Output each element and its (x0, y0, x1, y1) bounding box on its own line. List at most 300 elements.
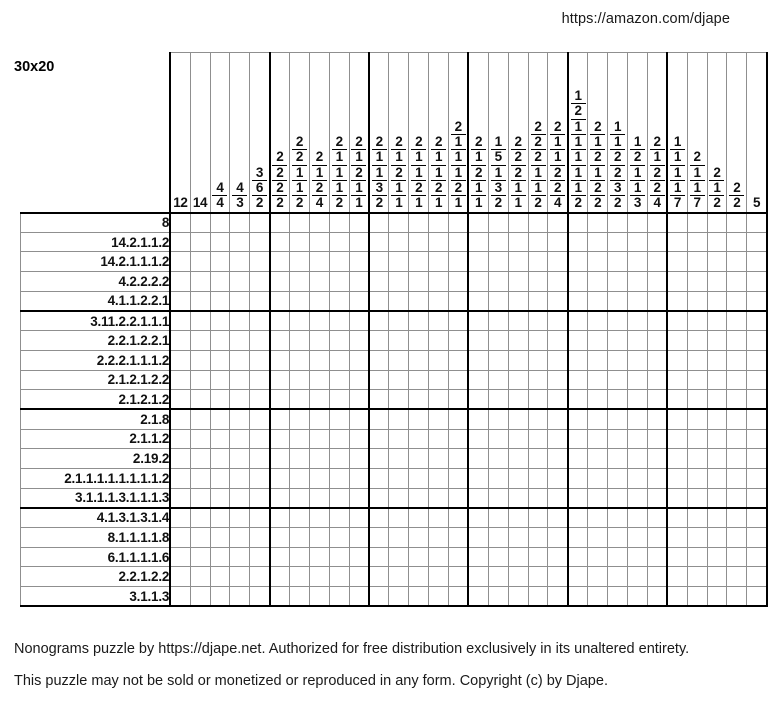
grid-cell[interactable] (369, 370, 389, 390)
grid-cell[interactable] (210, 587, 230, 607)
grid-cell[interactable] (349, 272, 369, 292)
grid-cell[interactable] (290, 567, 310, 587)
grid-cell[interactable] (230, 449, 250, 469)
grid-cell[interactable] (588, 370, 608, 390)
grid-cell[interactable] (190, 429, 210, 449)
grid-cell[interactable] (608, 311, 628, 331)
grid-cell[interactable] (329, 567, 349, 587)
grid-cell[interactable] (707, 508, 727, 528)
grid-cell[interactable] (727, 272, 747, 292)
grid-cell[interactable] (369, 252, 389, 272)
grid-cell[interactable] (667, 291, 687, 311)
grid-cell[interactable] (230, 272, 250, 292)
grid-cell[interactable] (210, 291, 230, 311)
grid-cell[interactable] (647, 232, 667, 252)
grid-cell[interactable] (528, 350, 548, 370)
grid-cell[interactable] (429, 449, 449, 469)
grid-cell[interactable] (548, 409, 568, 429)
grid-cell[interactable] (528, 488, 548, 508)
grid-cell[interactable] (429, 232, 449, 252)
grid-cell[interactable] (449, 508, 469, 528)
grid-cell[interactable] (747, 528, 767, 548)
grid-cell[interactable] (647, 429, 667, 449)
grid-cell[interactable] (270, 252, 290, 272)
grid-cell[interactable] (608, 547, 628, 567)
grid-cell[interactable] (687, 547, 707, 567)
grid-cell[interactable] (687, 508, 707, 528)
grid-cell[interactable] (568, 252, 588, 272)
grid-cell[interactable] (449, 567, 469, 587)
grid-cell[interactable] (369, 390, 389, 410)
grid-cell[interactable] (270, 449, 290, 469)
grid-cell[interactable] (170, 331, 190, 351)
grid-cell[interactable] (667, 370, 687, 390)
grid-cell[interactable] (309, 488, 329, 508)
grid-cell[interactable] (647, 390, 667, 410)
grid-cell[interactable] (309, 390, 329, 410)
grid-cell[interactable] (389, 567, 409, 587)
grid-cell[interactable] (727, 350, 747, 370)
grid-cell[interactable] (210, 350, 230, 370)
grid-cell[interactable] (667, 547, 687, 567)
grid-cell[interactable] (449, 488, 469, 508)
grid-cell[interactable] (270, 390, 290, 410)
grid-cell[interactable] (290, 390, 310, 410)
grid-cell[interactable] (429, 370, 449, 390)
grid-cell[interactable] (508, 567, 528, 587)
grid-cell[interactable] (548, 547, 568, 567)
grid-cell[interactable] (369, 213, 389, 233)
grid-cell[interactable] (488, 390, 508, 410)
grid-cell[interactable] (647, 311, 667, 331)
grid-cell[interactable] (747, 370, 767, 390)
grid-cell[interactable] (528, 311, 548, 331)
grid-cell[interactable] (508, 331, 528, 351)
grid-cell[interactable] (548, 468, 568, 488)
grid-cell[interactable] (349, 232, 369, 252)
grid-cell[interactable] (369, 272, 389, 292)
grid-cell[interactable] (528, 567, 548, 587)
grid-cell[interactable] (210, 547, 230, 567)
grid-cell[interactable] (270, 311, 290, 331)
grid-cell[interactable] (608, 291, 628, 311)
grid-cell[interactable] (349, 528, 369, 548)
grid-cell[interactable] (230, 390, 250, 410)
grid-cell[interactable] (608, 429, 628, 449)
grid-cell[interactable] (190, 528, 210, 548)
grid-cell[interactable] (349, 488, 369, 508)
grid-cell[interactable] (369, 528, 389, 548)
grid-cell[interactable] (449, 350, 469, 370)
grid-cell[interactable] (170, 488, 190, 508)
grid-cell[interactable] (329, 350, 349, 370)
grid-cell[interactable] (329, 370, 349, 390)
grid-cell[interactable] (508, 272, 528, 292)
grid-cell[interactable] (707, 331, 727, 351)
grid-cell[interactable] (667, 508, 687, 528)
grid-cell[interactable] (667, 272, 687, 292)
grid-cell[interactable] (628, 468, 648, 488)
grid-cell[interactable] (409, 291, 429, 311)
grid-cell[interactable] (290, 370, 310, 390)
grid-cell[interactable] (190, 232, 210, 252)
grid-cell[interactable] (667, 213, 687, 233)
grid-cell[interactable] (568, 311, 588, 331)
grid-cell[interactable] (647, 350, 667, 370)
grid-cell[interactable] (429, 547, 449, 567)
grid-cell[interactable] (449, 547, 469, 567)
grid-cell[interactable] (588, 488, 608, 508)
grid-cell[interactable] (488, 488, 508, 508)
grid-cell[interactable] (647, 252, 667, 272)
grid-cell[interactable] (170, 429, 190, 449)
grid-cell[interactable] (309, 547, 329, 567)
grid-cell[interactable] (588, 232, 608, 252)
grid-cell[interactable] (290, 272, 310, 292)
grid-cell[interactable] (488, 429, 508, 449)
grid-cell[interactable] (309, 232, 329, 252)
grid-cell[interactable] (528, 370, 548, 390)
grid-cell[interactable] (389, 232, 409, 252)
grid-cell[interactable] (270, 567, 290, 587)
grid-cell[interactable] (568, 468, 588, 488)
grid-cell[interactable] (230, 488, 250, 508)
grid-cell[interactable] (568, 350, 588, 370)
grid-cell[interactable] (429, 488, 449, 508)
grid-cell[interactable] (528, 232, 548, 252)
grid-cell[interactable] (508, 409, 528, 429)
grid-cell[interactable] (588, 449, 608, 469)
grid-cell[interactable] (687, 587, 707, 607)
grid-cell[interactable] (250, 213, 270, 233)
grid-cell[interactable] (568, 291, 588, 311)
grid-cell[interactable] (449, 291, 469, 311)
grid-cell[interactable] (488, 232, 508, 252)
grid-cell[interactable] (429, 390, 449, 410)
grid-cell[interactable] (270, 291, 290, 311)
grid-cell[interactable] (190, 488, 210, 508)
grid-cell[interactable] (628, 409, 648, 429)
grid-cell[interactable] (190, 291, 210, 311)
grid-cell[interactable] (349, 350, 369, 370)
grid-cell[interactable] (548, 567, 568, 587)
grid-cell[interactable] (628, 370, 648, 390)
grid-cell[interactable] (250, 350, 270, 370)
grid-cell[interactable] (329, 213, 349, 233)
grid-cell[interactable] (230, 547, 250, 567)
grid-cell[interactable] (727, 370, 747, 390)
grid-cell[interactable] (210, 252, 230, 272)
grid-cell[interactable] (409, 547, 429, 567)
grid-cell[interactable] (488, 409, 508, 429)
grid-cell[interactable] (250, 252, 270, 272)
grid-cell[interactable] (250, 449, 270, 469)
grid-cell[interactable] (170, 311, 190, 331)
grid-cell[interactable] (389, 429, 409, 449)
grid-cell[interactable] (707, 272, 727, 292)
grid-cell[interactable] (389, 528, 409, 548)
grid-cell[interactable] (250, 232, 270, 252)
grid-cell[interactable] (329, 291, 349, 311)
grid-cell[interactable] (468, 547, 488, 567)
grid-cell[interactable] (548, 449, 568, 469)
grid-cell[interactable] (389, 587, 409, 607)
grid-cell[interactable] (727, 429, 747, 449)
grid-cell[interactable] (667, 350, 687, 370)
grid-cell[interactable] (429, 409, 449, 429)
grid-cell[interactable] (747, 508, 767, 528)
grid-cell[interactable] (468, 449, 488, 469)
grid-cell[interactable] (548, 528, 568, 548)
grid-cell[interactable] (568, 528, 588, 548)
grid-cell[interactable] (588, 508, 608, 528)
grid-cell[interactable] (170, 291, 190, 311)
grid-cell[interactable] (170, 232, 190, 252)
grid-cell[interactable] (389, 508, 409, 528)
grid-cell[interactable] (369, 409, 389, 429)
grid-cell[interactable] (647, 370, 667, 390)
grid-cell[interactable] (488, 508, 508, 528)
grid-cell[interactable] (568, 547, 588, 567)
grid-cell[interactable] (429, 213, 449, 233)
grid-cell[interactable] (349, 252, 369, 272)
grid-cell[interactable] (250, 508, 270, 528)
grid-cell[interactable] (707, 468, 727, 488)
grid-cell[interactable] (170, 370, 190, 390)
grid-cell[interactable] (568, 331, 588, 351)
grid-cell[interactable] (468, 311, 488, 331)
grid-cell[interactable] (628, 331, 648, 351)
grid-cell[interactable] (290, 508, 310, 528)
grid-cell[interactable] (369, 567, 389, 587)
grid-cell[interactable] (488, 567, 508, 587)
grid-cell[interactable] (210, 429, 230, 449)
grid-cell[interactable] (329, 449, 349, 469)
grid-cell[interactable] (568, 370, 588, 390)
grid-cell[interactable] (190, 331, 210, 351)
grid-cell[interactable] (170, 213, 190, 233)
grid-cell[interactable] (349, 468, 369, 488)
grid-cell[interactable] (588, 528, 608, 548)
grid-cell[interactable] (449, 370, 469, 390)
grid-cell[interactable] (647, 272, 667, 292)
grid-cell[interactable] (409, 252, 429, 272)
grid-cell[interactable] (329, 252, 349, 272)
grid-cell[interactable] (429, 291, 449, 311)
grid-cell[interactable] (528, 508, 548, 528)
grid-cell[interactable] (449, 331, 469, 351)
grid-cell[interactable] (329, 587, 349, 607)
grid-cell[interactable] (508, 547, 528, 567)
grid-cell[interactable] (588, 291, 608, 311)
grid-cell[interactable] (628, 528, 648, 548)
grid-cell[interactable] (608, 528, 628, 548)
grid-cell[interactable] (309, 449, 329, 469)
grid-cell[interactable] (707, 311, 727, 331)
grid-cell[interactable] (667, 449, 687, 469)
grid-cell[interactable] (270, 409, 290, 429)
grid-cell[interactable] (548, 587, 568, 607)
grid-cell[interactable] (707, 449, 727, 469)
grid-cell[interactable] (747, 291, 767, 311)
grid-cell[interactable] (270, 508, 290, 528)
grid-cell[interactable] (687, 272, 707, 292)
grid-cell[interactable] (309, 272, 329, 292)
grid-cell[interactable] (707, 547, 727, 567)
grid-cell[interactable] (449, 409, 469, 429)
grid-cell[interactable] (409, 528, 429, 548)
grid-cell[interactable] (190, 567, 210, 587)
grid-cell[interactable] (488, 547, 508, 567)
grid-cell[interactable] (727, 468, 747, 488)
grid-cell[interactable] (508, 449, 528, 469)
grid-cell[interactable] (727, 390, 747, 410)
grid-cell[interactable] (747, 272, 767, 292)
grid-cell[interactable] (468, 488, 488, 508)
grid-cell[interactable] (409, 331, 429, 351)
grid-cell[interactable] (548, 272, 568, 292)
grid-cell[interactable] (290, 449, 310, 469)
grid-cell[interactable] (369, 429, 389, 449)
grid-cell[interactable] (369, 311, 389, 331)
grid-cell[interactable] (230, 291, 250, 311)
grid-cell[interactable] (409, 449, 429, 469)
grid-cell[interactable] (349, 311, 369, 331)
grid-cell[interactable] (309, 213, 329, 233)
grid-cell[interactable] (727, 409, 747, 429)
grid-cell[interactable] (568, 232, 588, 252)
grid-cell[interactable] (508, 587, 528, 607)
grid-cell[interactable] (687, 311, 707, 331)
grid-cell[interactable] (667, 409, 687, 429)
grid-cell[interactable] (309, 350, 329, 370)
grid-cell[interactable] (329, 547, 349, 567)
grid-cell[interactable] (429, 350, 449, 370)
grid-cell[interactable] (548, 252, 568, 272)
grid-cell[interactable] (290, 429, 310, 449)
grid-cell[interactable] (309, 587, 329, 607)
grid-cell[interactable] (429, 272, 449, 292)
grid-cell[interactable] (290, 488, 310, 508)
grid-cell[interactable] (210, 232, 230, 252)
grid-cell[interactable] (568, 213, 588, 233)
grid-cell[interactable] (687, 370, 707, 390)
grid-cell[interactable] (409, 488, 429, 508)
grid-cell[interactable] (190, 409, 210, 429)
grid-cell[interactable] (170, 252, 190, 272)
grid-cell[interactable] (747, 429, 767, 449)
grid-cell[interactable] (290, 311, 310, 331)
grid-cell[interactable] (389, 350, 409, 370)
grid-cell[interactable] (687, 331, 707, 351)
grid-cell[interactable] (548, 429, 568, 449)
grid-cell[interactable] (309, 311, 329, 331)
grid-cell[interactable] (687, 567, 707, 587)
grid-cell[interactable] (190, 587, 210, 607)
grid-cell[interactable] (329, 232, 349, 252)
grid-cell[interactable] (250, 547, 270, 567)
grid-cell[interactable] (449, 272, 469, 292)
grid-cell[interactable] (628, 291, 648, 311)
grid-cell[interactable] (210, 213, 230, 233)
grid-cell[interactable] (488, 370, 508, 390)
grid-cell[interactable] (628, 232, 648, 252)
grid-cell[interactable] (349, 370, 369, 390)
grid-cell[interactable] (290, 350, 310, 370)
grid-cell[interactable] (389, 488, 409, 508)
grid-cell[interactable] (170, 587, 190, 607)
grid-cell[interactable] (449, 232, 469, 252)
grid-cell[interactable] (329, 311, 349, 331)
grid-cell[interactable] (429, 587, 449, 607)
grid-cell[interactable] (429, 567, 449, 587)
grid-cell[interactable] (568, 449, 588, 469)
grid-cell[interactable] (290, 232, 310, 252)
grid-cell[interactable] (667, 468, 687, 488)
grid-cell[interactable] (727, 252, 747, 272)
grid-cell[interactable] (727, 232, 747, 252)
grid-cell[interactable] (349, 409, 369, 429)
grid-cell[interactable] (190, 252, 210, 272)
grid-cell[interactable] (309, 567, 329, 587)
grid-cell[interactable] (290, 252, 310, 272)
grid-cell[interactable] (468, 429, 488, 449)
grid-cell[interactable] (568, 272, 588, 292)
grid-cell[interactable] (727, 331, 747, 351)
grid-cell[interactable] (230, 370, 250, 390)
grid-cell[interactable] (190, 468, 210, 488)
grid-cell[interactable] (707, 429, 727, 449)
grid-cell[interactable] (488, 449, 508, 469)
grid-cell[interactable] (349, 213, 369, 233)
grid-cell[interactable] (290, 291, 310, 311)
grid-cell[interactable] (647, 291, 667, 311)
grid-cell[interactable] (628, 311, 648, 331)
grid-cell[interactable] (508, 213, 528, 233)
grid-cell[interactable] (647, 213, 667, 233)
grid-cell[interactable] (230, 232, 250, 252)
grid-cell[interactable] (568, 508, 588, 528)
grid-cell[interactable] (270, 488, 290, 508)
grid-cell[interactable] (369, 488, 389, 508)
grid-cell[interactable] (190, 272, 210, 292)
grid-cell[interactable] (270, 350, 290, 370)
grid-cell[interactable] (707, 350, 727, 370)
grid-cell[interactable] (568, 587, 588, 607)
grid-cell[interactable] (528, 252, 548, 272)
grid-cell[interactable] (667, 429, 687, 449)
grid-cell[interactable] (468, 390, 488, 410)
grid-cell[interactable] (349, 567, 369, 587)
grid-cell[interactable] (528, 449, 548, 469)
grid-cell[interactable] (369, 547, 389, 567)
grid-cell[interactable] (667, 232, 687, 252)
grid-cell[interactable] (329, 390, 349, 410)
grid-cell[interactable] (329, 409, 349, 429)
grid-cell[interactable] (667, 311, 687, 331)
grid-cell[interactable] (270, 468, 290, 488)
grid-cell[interactable] (488, 350, 508, 370)
grid-cell[interactable] (270, 331, 290, 351)
grid-cell[interactable] (628, 429, 648, 449)
grid-cell[interactable] (389, 272, 409, 292)
grid-cell[interactable] (250, 528, 270, 548)
grid-cell[interactable] (210, 370, 230, 390)
grid-cell[interactable] (389, 390, 409, 410)
grid-cell[interactable] (210, 311, 230, 331)
grid-cell[interactable] (309, 429, 329, 449)
grid-cell[interactable] (170, 350, 190, 370)
